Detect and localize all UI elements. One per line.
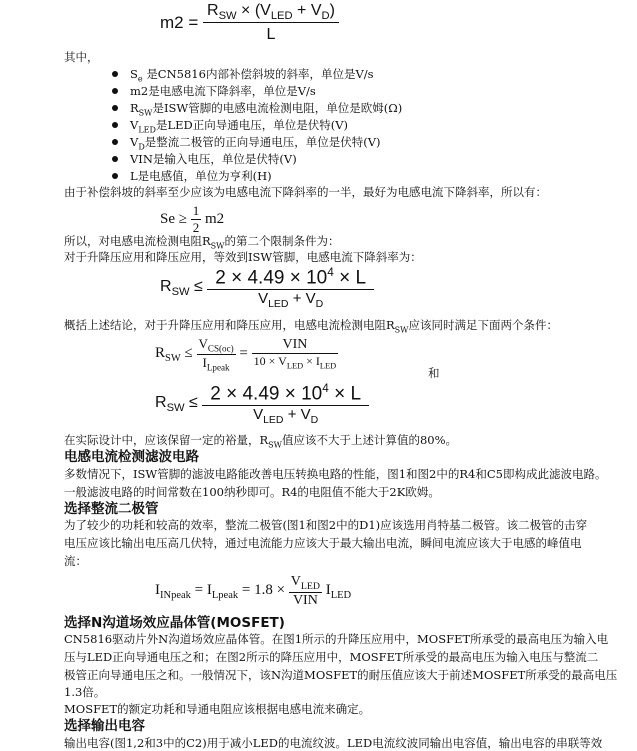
text-filter-2: 一般滤波电路的时间常数在100纳秒即可。R4的电阻值不能大于2K欧姆。: [64, 485, 440, 499]
text-second-limit: 所以，对电感电流检测电阻$R_{SW}$的第二个限制条件为：: [64, 234, 340, 251]
list-item: $V_{LED}$是LED正向导通电压，单位是伏特(V): [112, 117, 402, 134]
text-diode-3: 流：: [64, 554, 87, 568]
text-summary: 概括上述结论，对于升降压应用和降压应用，电感电流检测电阻$R_{SW}$应该同时满足下面两个条件：: [64, 318, 558, 335]
text-filter-1: 多数情况下，ISW管脚的滤波电路能改善电压转换电路的性能，图1和图2中的R4和C5即构成此滤波电路。: [64, 467, 607, 481]
list-item: $V_D$是整流二极管的正向导通电压，单位是伏特(V): [112, 134, 402, 151]
heading-filter: 电感电流检测滤波电路: [64, 449, 199, 465]
formula-rsw-vcs: $R_{SW}$ ≤ $\frac{V_{CS(oc)}}{I_{Lpeak}}$ = $\frac{\text{VIN}}{10 \times V_{LED} \times I_{LED}}$: [155, 336, 337, 373]
bullet-icon: [112, 139, 118, 145]
text-margin: 在实际设计中，应该保留一定的裕量，$R_{SW}$值应该不大于上述计算值的80%。: [64, 433, 458, 450]
text-mosfet-1: CN5816驱动片外N沟道场效应晶体管。在图1所示的升降压应用中，MOSFET所承受的最高电压为输入电: [64, 632, 609, 646]
list-item: $R_{SW}$是ISW管脚的电感电流检测电阻，单位是欧姆(Ω): [112, 100, 402, 117]
text-diode-1: 为了较少的功耗和较高的效率，整流二极管(图1和图2中的D1)应该选用肖特基二极管。该二极管的击穿: [64, 518, 588, 532]
list-item: m2是电感电流下降斜率，单位是V/s: [112, 83, 402, 100]
list-item: L是电感值，单位为亨利(H): [112, 168, 402, 185]
text-diode-2: 电压应该比输出电压高几伏特，通过电流能力应该大于最大输出电流，瞬间电流应该大于电感的峰值电: [64, 536, 582, 550]
text-mosfet-5: MOSFET的额定功耗和导通电阻应该根据电感电流来确定。: [64, 702, 371, 716]
formula-rsw-limit: $R_{SW}$ ≤ $\frac{2 \times 4.49 \times 10^4 \times L}{V_{LED} + V_D}$: [160, 266, 374, 310]
bullet-icon: [112, 71, 118, 77]
bullet-icon: [112, 122, 118, 128]
text-and: 和: [428, 366, 440, 380]
text-mosfet-4: 1.3倍。: [64, 685, 106, 699]
bullet-icon: [112, 156, 118, 162]
text-slope: 由于补偿斜坡的斜率至少应该为电感电流下降斜率的一半，最好为电感电流下降斜率，所以有：: [64, 185, 547, 199]
formula-rsw-limit-2: $R_{SW}$ ≤ $\frac{2 \times 4.49 \times 10^4 \times L}{V_{LED} + V_D}$: [155, 382, 369, 426]
heading-output-cap: 选择输出电容: [64, 718, 145, 734]
text-where: 其中，: [64, 50, 99, 64]
formula-m2: m2 = $\frac{R_{SW} \times (V_{LED} + V_D)}{L}$: [160, 2, 339, 44]
heading-mosfet: 选择N沟道场效应晶体管(MOSFET): [64, 615, 285, 631]
heading-diode: 选择整流二极管: [64, 501, 159, 517]
list-item: VIN是输入电压，单位是伏特(V): [112, 151, 402, 168]
text-buck-boost: 对于升降压应用和降压应用，等效到ISW管脚，电感电流下降斜率为：: [64, 250, 422, 264]
bullet-icon: [112, 105, 118, 111]
text-mosfet-3: 极管正向导通电压之和。一般情况下，该N沟道MOSFET的耐压值应该大于前述MOSFET所承受的最高电压: [64, 668, 618, 682]
list-item: $S_e$ 是CN5816内部补偿斜坡的斜率，单位是V/s: [112, 66, 402, 83]
formula-se: Se ≥ $\frac{1}{2}$ m2: [160, 203, 225, 235]
variable-list: [112, 66, 402, 185]
bullet-icon: [112, 173, 118, 179]
text-mosfet-2: 压与LED正向导通电压之和；在图2所示的降压应用中，MOSFET所承受的最高电压为输入电压与整流二: [64, 650, 599, 664]
bullet-icon: [112, 88, 118, 94]
formula-inpeak: $I_{INpeak} = I_{Lpeak} = 1.8$ × $\frac{V_{LED}}{\text{VIN}}$ $I_{LED}$: [155, 574, 352, 608]
text-cap-1: 输出电容(图1,2和3中的C2)用于减小LED的电流纹波。LED电流纹波同输出电容值，输出电容的串联等效: [64, 736, 603, 750]
